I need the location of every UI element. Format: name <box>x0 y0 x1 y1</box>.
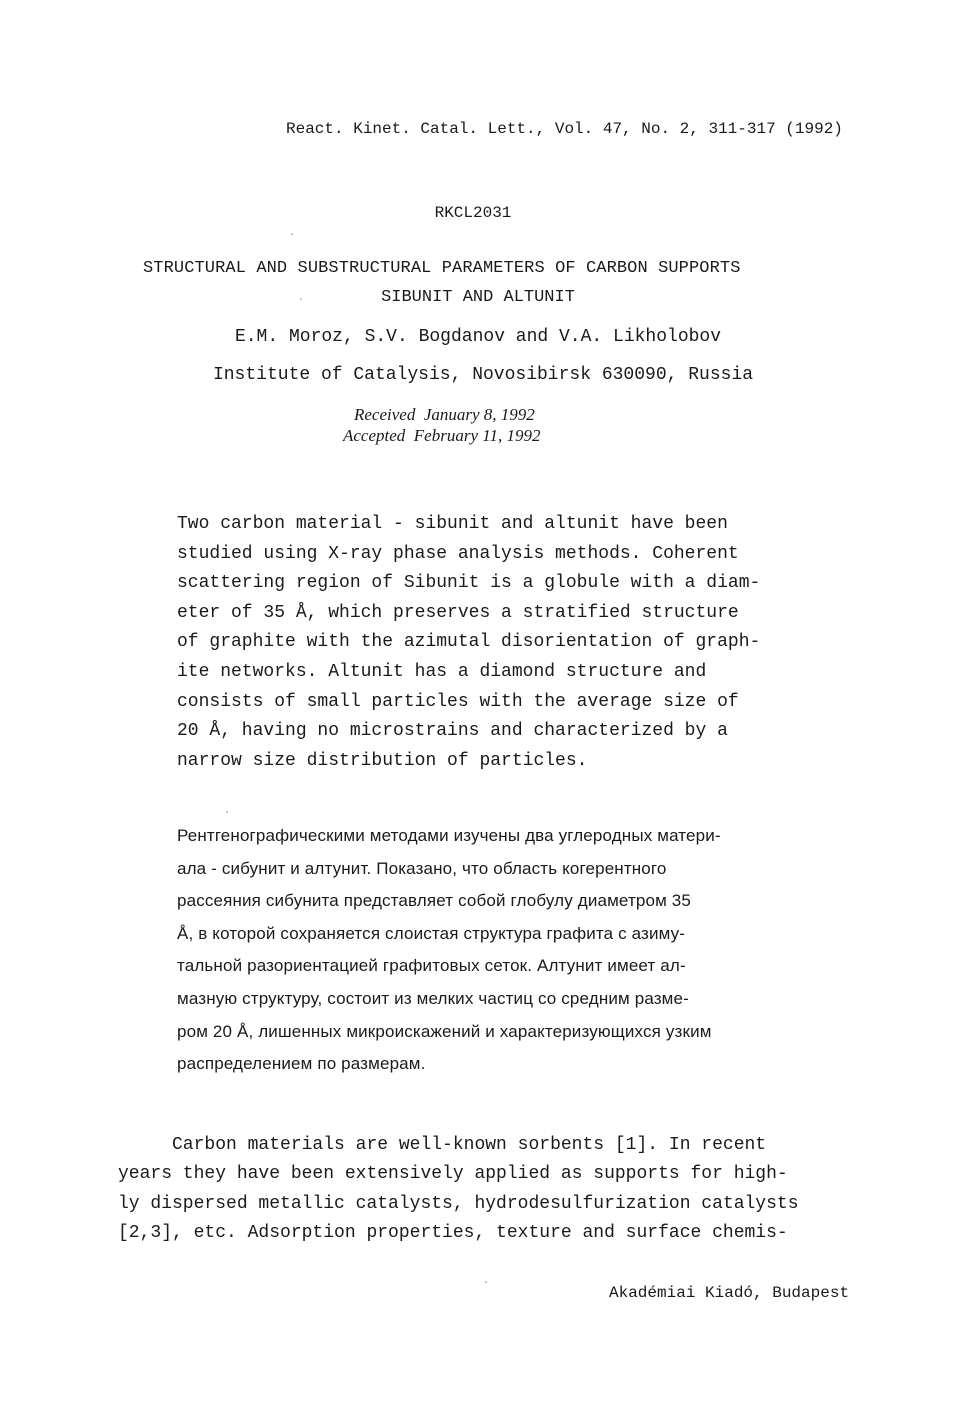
abstract-en-line: eter of 35 Å, which preserves a stratified structure <box>177 602 739 623</box>
abstract-en-line: of graphite with the azimutal disorientation of graph- <box>177 632 761 653</box>
publisher-footer: Akadémiai Kiadó, Budapest <box>609 1284 850 1302</box>
abstract-ru-line: ала - сибунит и алтунит. Показано, что область когерентного <box>177 858 667 878</box>
scan-speck <box>291 233 293 235</box>
abstract-ru-line: мазную структуру, состоит из мелких частиц со средним разме- <box>177 988 689 1008</box>
body-line: ly dispersed metallic catalysts, hydrodesulfurization catalysts <box>118 1193 799 1214</box>
scan-speck <box>300 298 302 300</box>
abstract-en-line: consists of small particles with the average size of <box>177 691 739 712</box>
authors: E.M. Moroz, S.V. Bogdanov and V.A. Likholobov <box>234 327 722 347</box>
abstract-en-line: studied using X-ray phase analysis methods. Coherent <box>177 543 739 564</box>
abstract-ru-line: Å, в которой сохраняется слоистая структура графита с азиму- <box>177 923 686 943</box>
abstract-russian <box>177 820 877 1081</box>
journal-citation: React. Kinet. Catal. Lett., Vol. 47, No. 2, 311-317 (1992) <box>286 120 843 138</box>
accepted-date: Accepted February 11, 1992 <box>343 426 541 445</box>
article-code: RKCL2031 <box>434 204 512 222</box>
abstract-ru-line: ром 20 Å, лишенных микроискажений и характеризующихся узким <box>177 1021 712 1041</box>
scan-speck <box>226 811 228 813</box>
abstract-ru-line: тальной разориентацией графитовых сеток. Алтунит имеет ал- <box>177 956 686 976</box>
abstract-en-line: scattering region of Sibunit is a globule with a diam- <box>177 573 761 594</box>
abstract-ru-line: распределением по размерам. <box>177 1054 426 1074</box>
received-date: Received January 8, 1992 <box>354 405 535 424</box>
body-line: Carbon materials are well-known sorbents [1]. In recent <box>118 1135 767 1155</box>
body-line: years they have been extensively applied as supports for high- <box>118 1164 788 1185</box>
title-line-2: SIBUNIT AND ALTUNIT <box>381 288 575 307</box>
title-line-1: STRUCTURAL AND SUBSTRUCTURAL PARAMETERS OF CARBON SUPPORTS <box>143 259 741 278</box>
abstract-en-line: Two carbon material - sibunit and altunit have been <box>177 514 728 534</box>
abstract-ru-line: рассеяния сибунита представляет собой глобулу диаметром 35 <box>177 891 692 911</box>
scan-speck <box>485 1281 487 1283</box>
abstract-en-line: 20 Å, having no microstrains and characterized by a <box>177 721 728 742</box>
abstract-ru-line: Рентгенографическими методами изучены два углеродных матери- <box>177 826 721 845</box>
abstract-en-line: narrow size distribution of particles. <box>177 750 588 771</box>
abstract-english <box>177 510 877 776</box>
body-line: [2,3], etc. Adsorption properties, texture and surface chemis- <box>118 1222 788 1243</box>
affiliation: Institute of Catalysis, Novosibirsk 630090, Russia <box>212 365 754 385</box>
abstract-en-line: ite networks. Altunit has a diamond structure and <box>177 661 707 682</box>
body-text <box>118 1131 878 1248</box>
